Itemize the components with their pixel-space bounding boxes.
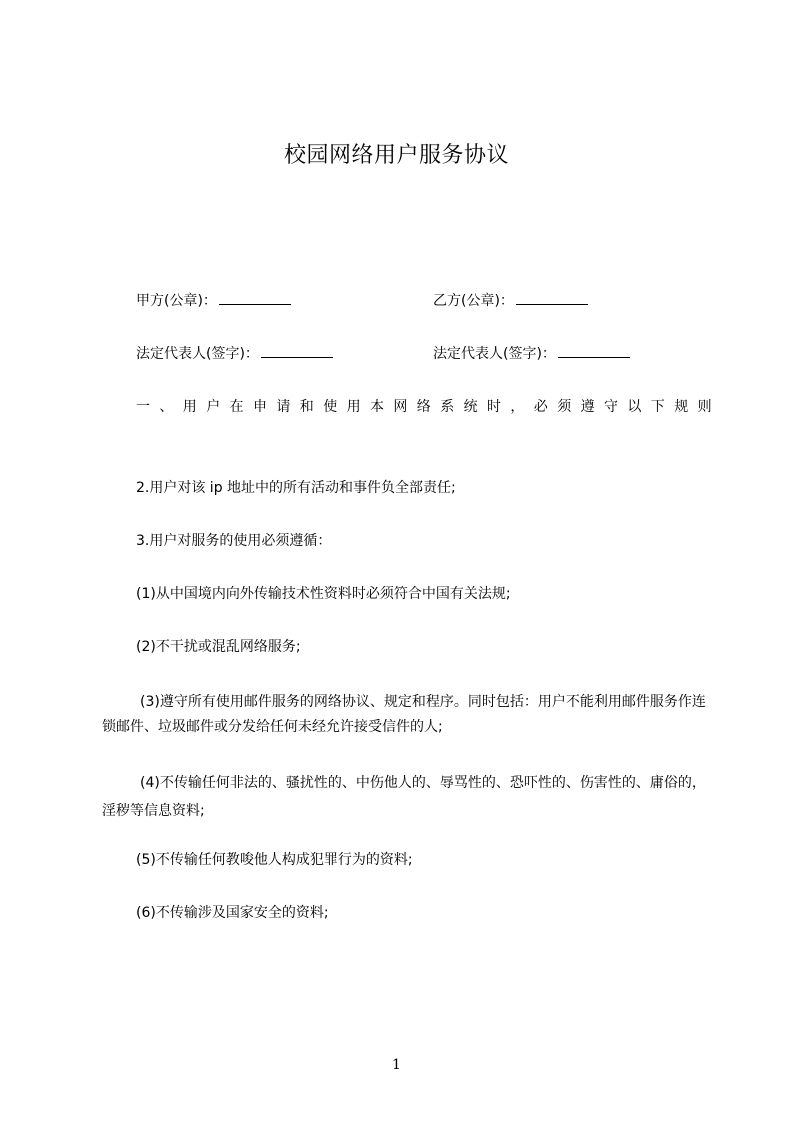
rep-b-field <box>433 343 630 364</box>
party-b-field <box>433 290 588 311</box>
section-one-heading: 一、用户在申请和使用本网络系统时，必须遵守以下规则 <box>136 399 721 415</box>
party-a-label: 甲方(公章)： <box>136 293 217 309</box>
rep-a-label: 法定代表人(签字)： <box>136 346 259 362</box>
party-a-field <box>136 290 291 311</box>
rep-a-blank <box>261 343 333 358</box>
rep-b-label: 法定代表人(签字)： <box>433 346 556 362</box>
rep-b-blank <box>558 343 630 358</box>
clause-3-2: (2)不干扰或混乱网络服务; <box>136 639 301 655</box>
rep-a-field <box>136 343 333 364</box>
clause-3-3: (3)遵守所有使用邮件服务的网络协议、规定和程序。同时包括：用户不能利用邮件服务作连锁邮件、垃圾邮件或分发给任何未经允许接受信件的人; <box>102 694 706 735</box>
clause-2: 2.用户对该 ip 地址中的所有活动和事件负全部责任; <box>136 480 456 496</box>
clause-3-1: (1)从中国境内向外传输技术性资料时必须符合中国有关法规; <box>136 586 511 602</box>
party-b-label: 乙方(公章)： <box>433 293 514 309</box>
clause-3: 3.用户对服务的使用必须遵循： <box>136 533 332 549</box>
document-title: 校园网络用户服务协议 <box>283 143 509 168</box>
clause-3-6: (6)不传输涉及国家安全的资料; <box>136 905 329 921</box>
page-number: 1 <box>392 1057 401 1073</box>
clause-3-4: (4)不传输任何非法的、骚扰性的、中伤他人的、辱骂性的、恐吓性的、伤害性的、庸俗的，淫秽等信息资料; <box>102 775 706 819</box>
party-a-blank <box>219 290 291 305</box>
clause-3-5: (5)不传输任何教唆他人构成犯罪行为的资料; <box>136 852 413 868</box>
party-b-blank <box>516 290 588 305</box>
